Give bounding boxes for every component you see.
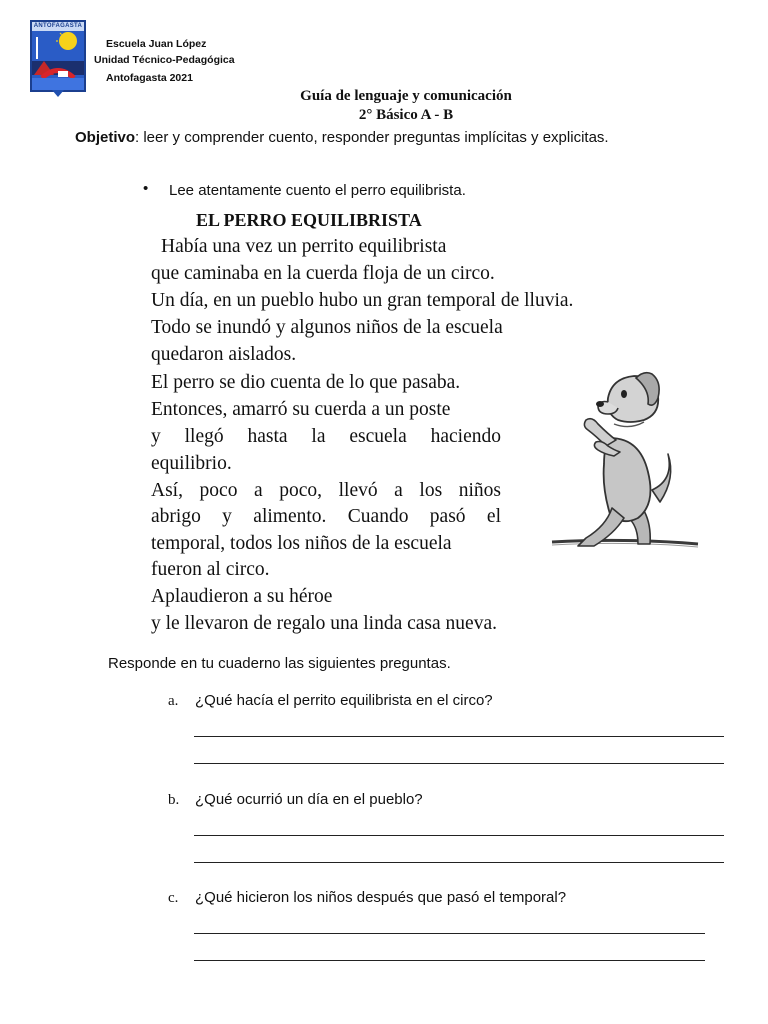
- question-text: ¿Qué hacía el perrito equilibrista en el circo?: [195, 692, 493, 709]
- story-line: El perro se dio cuenta de lo que pasaba.: [151, 372, 461, 393]
- answer-line[interactable]: [194, 736, 724, 737]
- story-line: Todo se inundó y algunos niños de la escuela: [151, 317, 503, 338]
- answer-line[interactable]: [194, 960, 705, 961]
- school-name: Escuela Juan López: [106, 38, 207, 50]
- school-place-year: Antofagasta 2021: [106, 72, 193, 84]
- answer-line[interactable]: [194, 763, 724, 764]
- answer-line[interactable]: [194, 862, 724, 863]
- question-text: ¿Qué hicieron los niños después que pasó el temporal?: [195, 889, 567, 906]
- story-line: Un día, en un pueblo hubo un gran temporal de lluvia.: [151, 290, 574, 311]
- objective-text: : leer y comprender cuento, responder preguntas implícitas y explicitas.: [135, 129, 609, 146]
- story-line: Entonces, amarró su cuerda a un poste: [151, 399, 451, 420]
- story-line: que caminaba en la cuerda floja de un circo.: [151, 263, 495, 284]
- question-letter: a.: [168, 693, 179, 709]
- objective-label: Objetivo: [75, 129, 136, 146]
- school-logo: [30, 20, 86, 92]
- bullet-icon: •: [143, 180, 149, 197]
- dog-illustration: [548, 368, 708, 558]
- school-unit: Unidad Técnico-Pedagógica: [94, 54, 235, 66]
- logo-emblem-icon: [32, 31, 84, 90]
- story-line: abrigo y alimento. Cuando pasó el: [151, 506, 501, 527]
- story-line: Así, poco a poco, llevó a los niños: [151, 480, 501, 501]
- instruction-text: Lee atentamente cuento el perro equilibrista.: [169, 182, 466, 199]
- question-letter: b.: [168, 792, 180, 808]
- story-line: Había una vez un perrito equilibrista: [161, 236, 447, 257]
- question-letter: c.: [168, 890, 179, 906]
- objective: [75, 129, 609, 146]
- story-line: equilibrio.: [151, 453, 232, 474]
- story-line: Aplaudieron a su héroe: [151, 586, 333, 607]
- story-line: y le llevaron de regalo una linda casa nueva.: [151, 613, 497, 634]
- answer-line[interactable]: [194, 933, 705, 934]
- answer-line[interactable]: [194, 835, 724, 836]
- story-line: fueron al circo.: [151, 559, 270, 580]
- story-title: EL PERRO EQUILIBRISTA: [196, 210, 422, 230]
- story-line: quedaron aislados.: [151, 344, 297, 365]
- story-line: temporal, todos los niños de la escuela: [151, 533, 452, 554]
- guide-title: Guía de lenguaje y comunicación: [300, 88, 512, 104]
- story-line: y llegó hasta la escuela haciendo: [151, 426, 501, 447]
- guide-grade: 2° Básico A - B: [358, 107, 454, 123]
- logo-banner: ANTOFAGASTA: [33, 23, 83, 29]
- questions-intro: Responde en tu cuaderno las siguientes preguntas.: [108, 655, 451, 672]
- question-text: ¿Qué ocurrió un día en el pueblo?: [195, 791, 423, 808]
